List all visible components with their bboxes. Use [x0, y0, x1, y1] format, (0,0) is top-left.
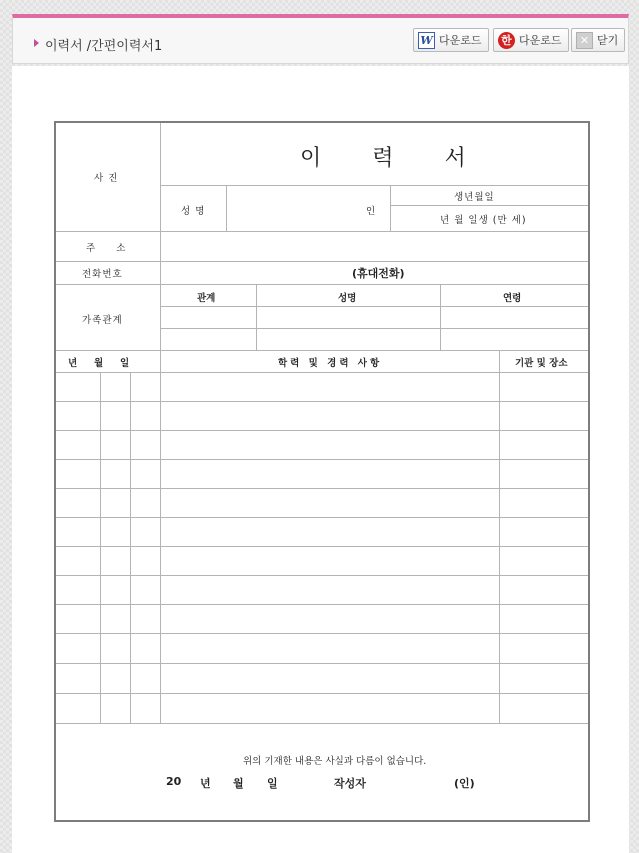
page-title: 이력서 /간편이력서1 [45, 39, 163, 54]
name-label: 성 명 [181, 206, 206, 217]
history-day-header: 일 [120, 358, 131, 369]
family-age-header: 연령 [503, 293, 522, 304]
footer-month-label: 월 [233, 777, 244, 790]
family-label: 가족관계 [82, 315, 123, 326]
family-relation-header: 관계 [197, 293, 216, 304]
footer-year-label: 년 [200, 777, 211, 790]
hwp-icon: 한 [498, 32, 515, 49]
footer-seal-label: (인) [454, 777, 475, 790]
birth-value: 년 월 일생 (만 세) [440, 215, 527, 226]
word-icon: W [418, 32, 435, 49]
declaration-text: 위의 기재한 내용은 사실과 다름이 없습니다. [243, 756, 427, 767]
footer-writer-label: 작성자 [334, 777, 366, 790]
close-label: 닫기 [597, 34, 619, 47]
birth-label: 생년월일 [454, 192, 495, 203]
close-icon: ✕ [576, 32, 593, 49]
hwp-download-button[interactable] [493, 28, 569, 52]
family-name-header: 성명 [338, 293, 357, 304]
phone-label: 전화번호 [82, 269, 123, 280]
history-header: 학력 및 경력 사항 [278, 358, 383, 369]
photo-label: 사 진 [94, 173, 119, 184]
document-paper [12, 66, 629, 853]
footer-year: 20 [166, 775, 182, 788]
history-year-header: 년 [68, 358, 79, 369]
resume-title: 이 력 서 [300, 146, 488, 171]
address-label: 주 소 [86, 243, 127, 254]
resume-form [54, 121, 590, 822]
mobile-label: (휴대전화) [352, 267, 405, 280]
bullet-triangle-icon [34, 39, 39, 47]
seal-label: 인 [366, 206, 377, 217]
word-download-button[interactable] [413, 28, 489, 52]
word-download-label: 다운로드 [439, 34, 482, 47]
footer-day-label: 일 [267, 777, 278, 790]
history-place-header: 기관 및 장소 [515, 358, 568, 369]
hwp-download-label: 다운로드 [519, 34, 562, 47]
form-grid-lines [56, 123, 588, 820]
history-month-header: 월 [94, 358, 105, 369]
close-button[interactable] [571, 28, 625, 52]
page-header [12, 14, 629, 64]
